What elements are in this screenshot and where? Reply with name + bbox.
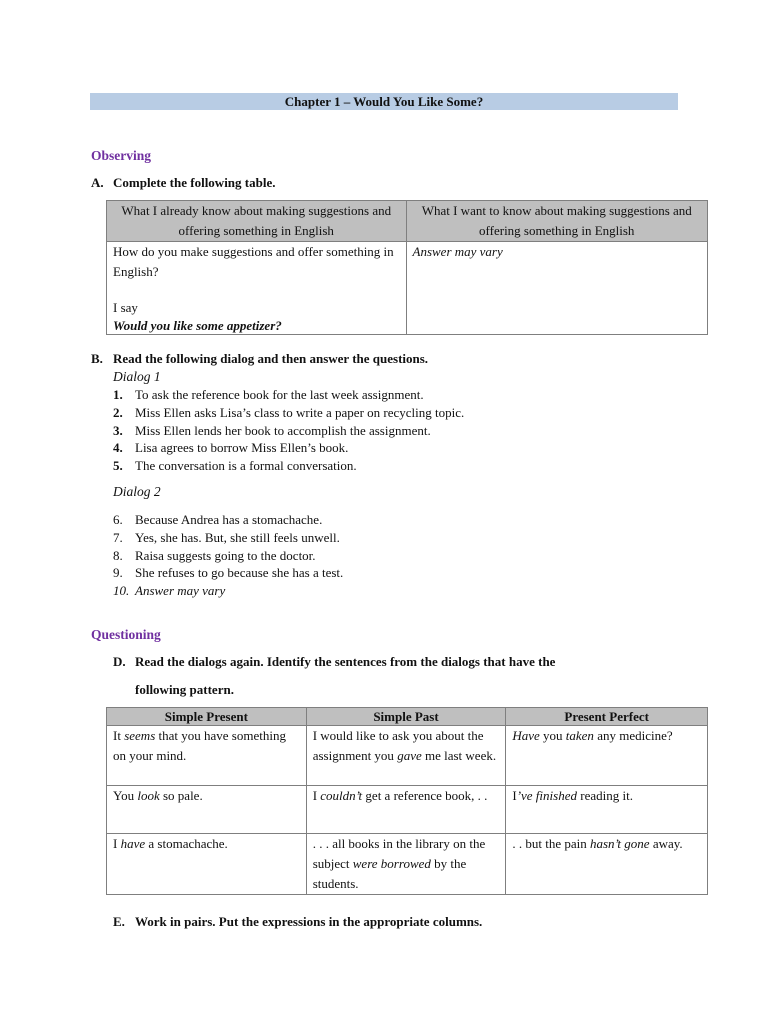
chapter-title: Chapter 1 – Would You Like Some? [90,93,678,110]
item-text: She refuses to go because she has a test. [135,565,344,581]
item-number: 5. [113,458,123,474]
list-item [113,511,343,529]
task-e-text: Work in pairs. Put the expressions in the appropriate columns. [135,914,483,929]
item-number: 9. [113,565,123,581]
list-item [113,564,343,582]
verb-highlight: couldn’t [320,788,363,803]
item-number: 6. [113,512,123,527]
item-text: Raisa suggests going to the doctor. [135,547,316,563]
list-item [113,457,464,475]
cell-already-know [107,242,407,335]
table-row [107,242,708,335]
cell-text: you [539,728,566,743]
cell-text: . . . all books in the library on the subject [312,836,486,871]
verb-highlight: Have [512,728,540,743]
task-a-text: Complete the following table. [113,175,276,190]
table-header-row [107,201,708,242]
item-number: 10. [113,583,130,599]
table-cell [107,726,307,786]
cell-want-to-know [406,242,708,335]
item-text: To ask the reference book for the last week assignment. [135,387,424,402]
header-present-perfect: Present Perfect [506,708,708,726]
table-cell [306,834,506,895]
table-cell [107,834,307,895]
verb-highlight: look [137,788,160,803]
cell-text: I [512,788,517,803]
cell-text: me last week. [421,748,497,763]
table-cell [506,834,708,895]
verb-highlight: have [120,836,146,851]
item-text: Lisa agrees to borrow Miss Ellen’s book. [135,440,349,456]
cell-text: that you have something on your mind. [113,728,286,763]
header-want-to-know: What I want to know about making suggestions and offering something in English [406,201,708,242]
question-text: How do you make suggestions and offer something in English? [113,244,394,279]
cell-text: I [113,836,121,851]
item-number: 8. [113,547,123,563]
task-e-letter: E. [113,914,125,929]
verb-highlight: hasn’t gone [589,836,650,851]
table-row [107,726,708,786]
know-want-table [106,200,708,335]
task-d-line2: following pattern. [135,682,234,697]
task-b-letter: B. [91,351,103,366]
cell-text: get a reference book, . . [362,788,488,803]
item-text: Because Andrea has a stomachache. [135,512,323,527]
item-number: 2. [113,404,123,420]
item-number: 3. [113,422,123,438]
cell-text: . . but the pain [512,836,590,851]
cell-text: I [312,788,321,803]
table-cell [107,786,307,834]
header-already-know: What I already know about making suggestions and offering something in English [107,201,407,242]
header-simple-past: Simple Past [306,708,506,726]
header-simple-present: Simple Present [107,708,307,726]
verb-highlight: were borrowed [352,856,431,871]
list-item [113,404,464,422]
task-d [113,654,555,670]
table-row [107,786,708,834]
cell-text: by the students. [312,856,467,891]
task-d-line1: Read the dialogs again. Identify the sentences from the dialogs that have the [135,654,556,669]
pattern-table [106,707,708,895]
cell-text: I would like to ask you about the assignment you [312,728,484,763]
dialog2-label: Dialog 2 [113,484,161,499]
list-item [113,386,464,404]
answer-may-vary: Answer may vary [412,244,503,259]
list-item [113,529,343,547]
table-cell [306,786,506,834]
item-text: Miss Ellen asks Lisa’s class to write a paper on recycling topic. [135,404,465,420]
task-b-text: Read the following dialog and then answer the questions. [113,351,429,366]
item-text: Answer may vary [135,583,226,599]
table-cell [506,726,708,786]
item-text: Miss Ellen lends her book to accomplish the assignment. [135,422,431,438]
cell-text: any medicine? [593,728,673,743]
table-cell [506,786,708,834]
verb-highlight: seems [124,728,156,743]
verb-highlight: ’ve finished [516,788,577,803]
list-item [113,582,343,600]
list-item [113,547,343,565]
i-say-text: I say [113,300,138,315]
verb-highlight: gave [397,748,422,763]
cell-text: away. [649,836,683,851]
table-cell [306,726,506,786]
table-row [107,834,708,895]
task-b [91,351,428,367]
answer-text: Would you like some appetizer? [113,318,282,333]
dialog1-label: Dialog 1 [113,369,161,384]
task-e [113,914,482,930]
list-item [113,422,464,440]
item-text: The conversation is a formal conversation. [135,458,357,474]
task-d-letter: D. [113,654,126,669]
dialog1-answers [113,386,464,475]
item-number: 4. [113,440,123,456]
cell-text: a stomachache. [145,836,228,851]
item-number: 1. [113,387,123,402]
cell-text: reading it. [576,788,633,803]
task-a-letter: A. [91,175,104,190]
observing-heading: Observing [91,148,152,163]
item-number: 7. [113,529,123,545]
task-a [91,175,275,191]
dialog2-answers [113,511,343,600]
cell-text: It [113,728,125,743]
item-text: Yes, she has. But, she still feels unwell. [135,529,340,545]
cell-text: so pale. [159,788,203,803]
list-item [113,439,464,457]
cell-text: You [113,788,138,803]
questioning-heading: Questioning [91,627,161,642]
table-header-row [107,708,708,726]
verb-highlight: taken [565,728,594,743]
